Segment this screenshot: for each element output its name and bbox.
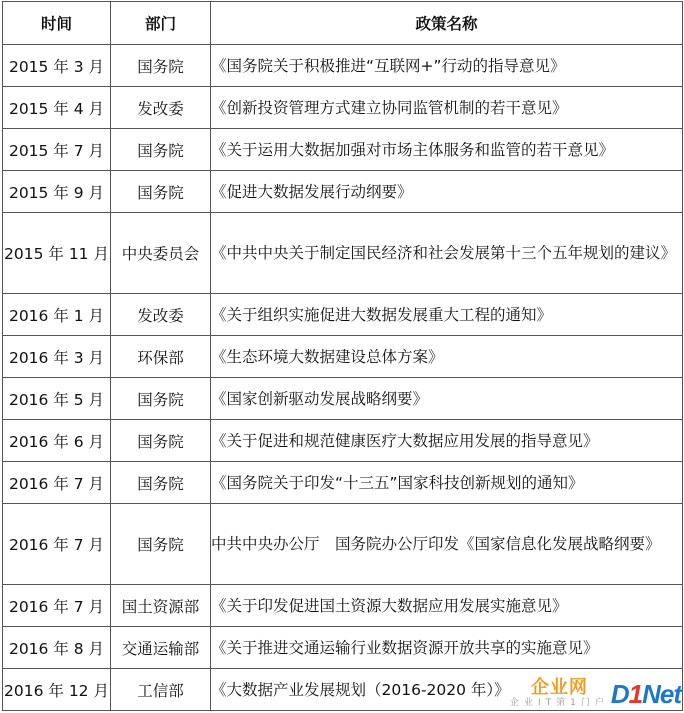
cell-title: 《创新投资管理方式建立协同监管机制的若干意见》 [211, 87, 683, 129]
policy-table [2, 1, 683, 711]
site-watermark-logo [510, 673, 681, 709]
cell-dept: 环保部 [111, 336, 211, 378]
header-time: 时间 [3, 2, 111, 45]
table-row [3, 462, 683, 504]
cell-time: 2016 年 7 月 [3, 462, 111, 504]
cell-time: 2016 年 5 月 [3, 378, 111, 420]
table-row [3, 585, 683, 627]
cell-time: 2015 年 3 月 [3, 45, 111, 87]
cell-time: 2016 年 7 月 [3, 504, 111, 585]
cell-title: 中共中央办公厅 国务院办公厅印发《国家信息化发展战略纲要》 [211, 504, 683, 585]
table-row [3, 378, 683, 420]
cell-time: 2016 年 12 月 [3, 669, 111, 711]
cell-time: 2015 年 4 月 [3, 87, 111, 129]
cell-title: 《生态环境大数据建设总体方案》 [211, 336, 683, 378]
cell-time: 2015 年 11 月 [3, 213, 111, 294]
cell-dept: 交通运输部 [111, 627, 211, 669]
watermark-i: 1 [628, 679, 643, 709]
cell-dept: 国务院 [111, 171, 211, 213]
cell-title: 《关于推进交通运输行业数据资源开放共享的实施意见》 [211, 627, 683, 669]
cell-dept: 国土资源部 [111, 585, 211, 627]
table-row [3, 627, 683, 669]
table-header-row [3, 2, 683, 45]
table-row [3, 504, 683, 585]
watermark-d: D [610, 679, 629, 709]
table-row [3, 129, 683, 171]
header-dept: 部门 [111, 2, 211, 45]
cell-title: 《国家创新驱动发展战略纲要》 [211, 378, 683, 420]
cell-dept: 发改委 [111, 294, 211, 336]
cell-title: 《关于促进和规范健康医疗大数据应用发展的指导意见》 [211, 420, 683, 462]
cell-dept: 国务院 [111, 420, 211, 462]
cell-title: 《国务院关于印发“十三五”国家科技创新规划的通知》 [211, 462, 683, 504]
cell-time: 2016 年 1 月 [3, 294, 111, 336]
cell-title: 《关于印发促进国土资源大数据应用发展实施意见》 [211, 585, 683, 627]
cell-title: 《大数据产业发展规划（2016-2020 年）》 [211, 669, 683, 711]
table-row [3, 213, 683, 294]
cell-dept: 发改委 [111, 87, 211, 129]
cell-title: 《关于组织实施促进大数据发展重大工程的通知》 [211, 294, 683, 336]
cell-dept: 国务院 [111, 378, 211, 420]
table-row [3, 171, 683, 213]
cell-dept: 中央委员会 [111, 213, 211, 294]
cell-time: 2015 年 7 月 [3, 129, 111, 171]
cell-dept: 国务院 [111, 504, 211, 585]
cell-time: 2016 年 6 月 [3, 420, 111, 462]
watermark-dnet-text [611, 679, 681, 709]
cell-title: 《促进大数据发展行动纲要》 [211, 171, 683, 213]
cell-title: 《中共中央关于制定国民经济和社会发展第十三个五年规划的建议》 [211, 213, 683, 294]
watermark-cn-block [510, 678, 609, 709]
table-row [3, 336, 683, 378]
cell-time: 2015 年 9 月 [3, 171, 111, 213]
watermark-subtitle: 企业IT第1门户 [509, 698, 609, 708]
table-row [3, 45, 683, 87]
cell-time: 2016 年 8 月 [3, 627, 111, 669]
watermark-cn-text: 企业网 [530, 677, 588, 698]
watermark-net: Net [642, 679, 681, 709]
cell-dept: 国务院 [111, 462, 211, 504]
cell-dept: 国务院 [111, 129, 211, 171]
table-row [3, 420, 683, 462]
cell-time: 2016 年 3 月 [3, 336, 111, 378]
cell-title: 《关于运用大数据加强对市场主体服务和监管的若干意见》 [211, 129, 683, 171]
cell-time: 2016 年 7 月 [3, 585, 111, 627]
cell-dept: 工信部 [111, 669, 211, 711]
cell-dept: 国务院 [111, 45, 211, 87]
table-row [3, 294, 683, 336]
cell-title: 《国务院关于积极推进“互联网+”行动的指导意见》 [211, 45, 683, 87]
header-title: 政策名称 [211, 2, 683, 45]
table-row [3, 87, 683, 129]
